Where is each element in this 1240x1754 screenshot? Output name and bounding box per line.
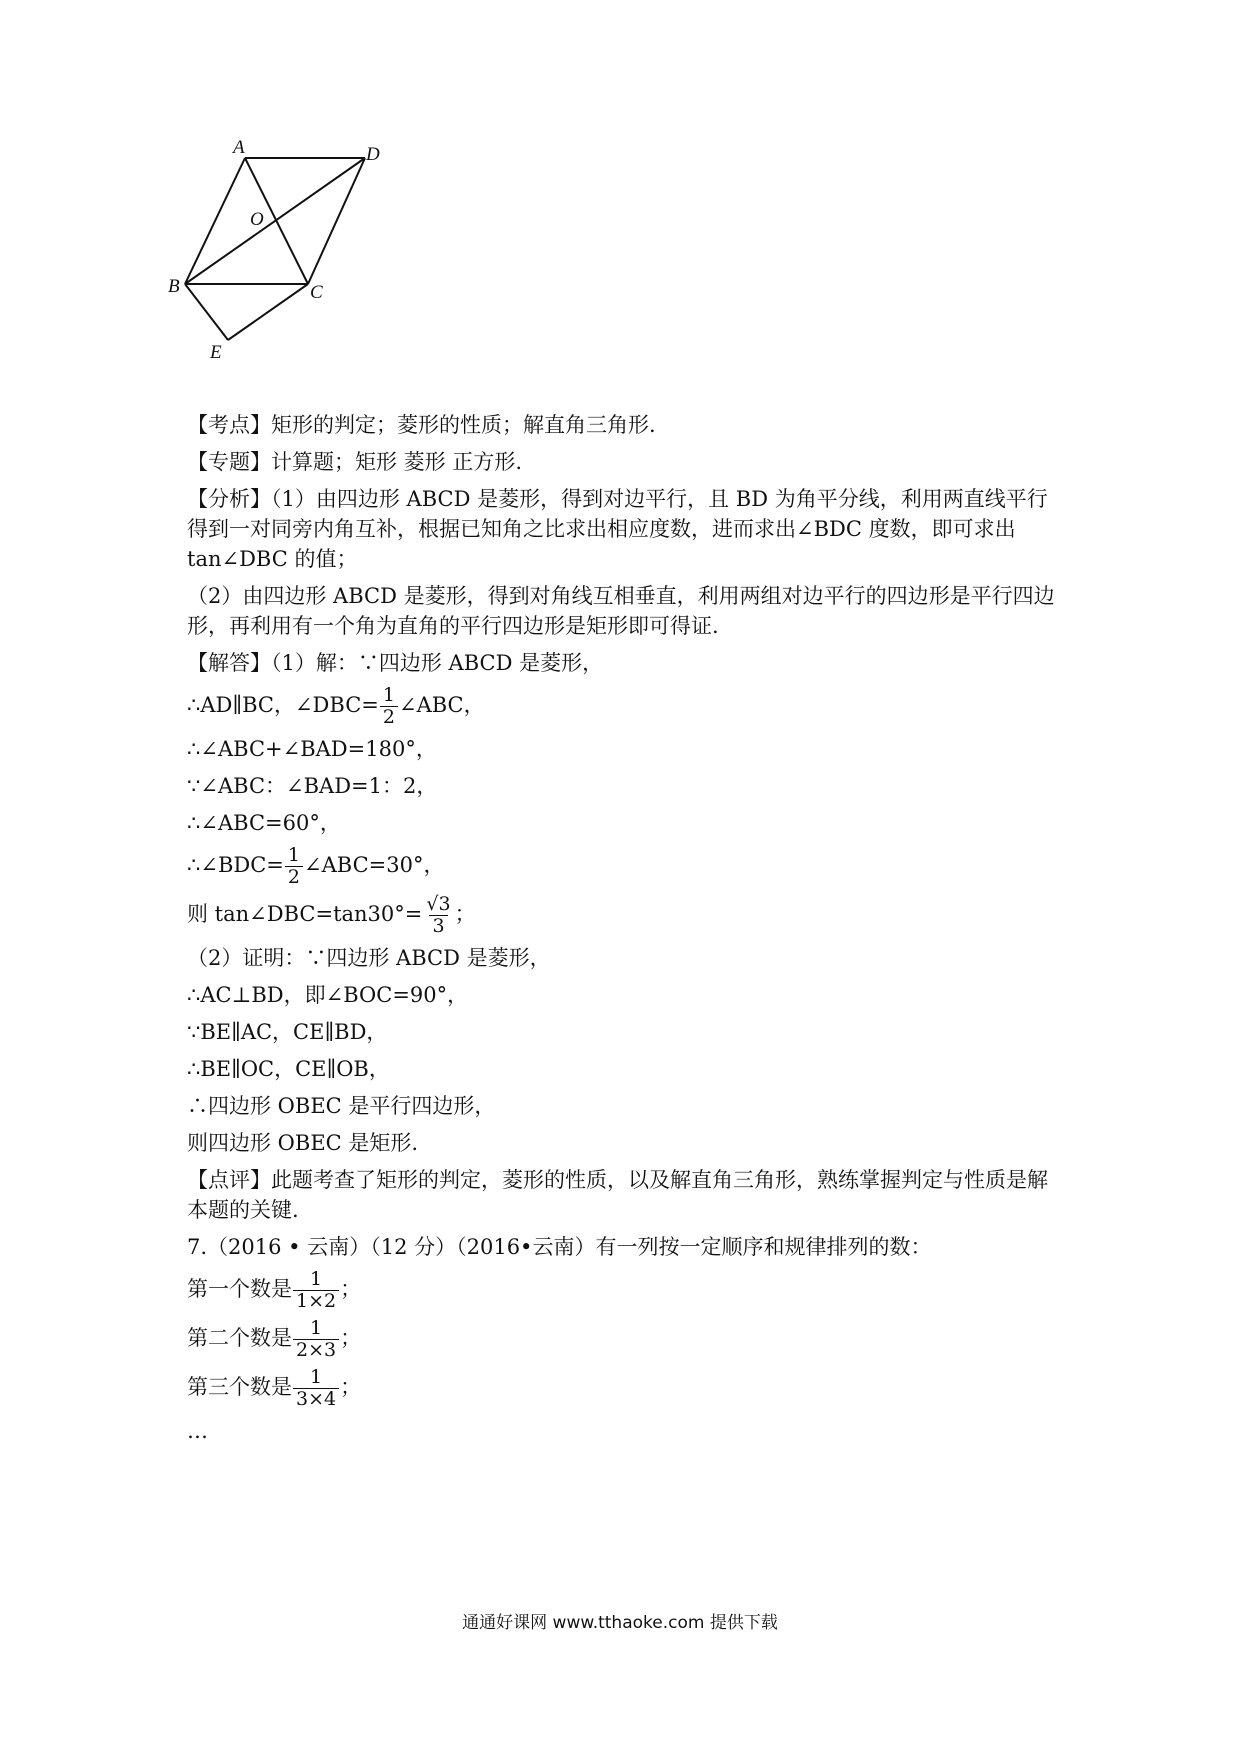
segment-ce	[228, 284, 308, 340]
proof-step-1: ∴AC⊥BD，即∠BOC=90°，	[187, 983, 469, 1007]
fraction-numerator: 1	[382, 684, 395, 706]
fraction-denominator: 2	[285, 866, 303, 888]
fraction-half	[285, 845, 303, 888]
sequence-item-1-post: ；	[340, 1277, 362, 1301]
question-7: 7.（2016 • 云南）（12 分）（2016•云南）有一列按一定顺序和规律排列的数：	[187, 1235, 932, 1259]
sequence-item-3-pre: 第三个数是	[187, 1375, 292, 1399]
analysis-part1: 【分析】（1）由四边形 ABCD 是菱形，得到对边平行，且 BD 为角平分线，利用两直线平行得到一对同旁内角互补，根据已知角之比求出相应度数，进而求出∠BDC 度数，即可求出 tan∠DBC 的值；	[187, 487, 1048, 571]
step-1	[187, 685, 1067, 728]
fraction-numerator: √3	[426, 893, 451, 915]
proof-step-4: ∴四边形 OBEC 是平行四边形，	[187, 1094, 496, 1118]
analysis-part2: （2）由四边形 ABCD 是菱形，得到对角线互相垂直，利用两组对边平行的四边形是平行四边形，再利用有一个角为直角的平行四边形是矩形即可得证.	[187, 584, 1055, 638]
fraction-denominator: 2×3	[293, 1339, 339, 1361]
sequence-fraction-3	[293, 1367, 339, 1410]
step-5-post: ∠ABC=30°，	[303, 853, 445, 877]
step-4: ∴∠ABC=60°，	[187, 811, 341, 835]
review-line: 【点评】此题考查了矩形的判定，菱形的性质，以及解直角三角形，熟练掌握判定与性质是解本题的关键.	[187, 1168, 1048, 1222]
sequence-item-3-post: ；	[340, 1375, 362, 1399]
label-a: A	[233, 137, 245, 158]
proof-step-5: 则四边形 OBEC 是矩形.	[187, 1131, 419, 1155]
step-1-post: ∠ABC，	[398, 693, 485, 717]
step-2: ∴∠ABC+∠BAD=180°，	[187, 737, 437, 761]
step-1-pre: ∴AD∥BC，∠DBC=	[187, 693, 379, 717]
footer-watermark: 通通好课网 www.tthaoke.com 提供下载	[462, 1613, 778, 1633]
sequence-item-2	[187, 1318, 1067, 1361]
label-e: E	[210, 342, 222, 363]
fraction-numerator: 1	[310, 1366, 323, 1388]
fraction-numerator: 1	[287, 844, 300, 866]
fraction-denominator: 1×2	[293, 1290, 339, 1312]
fraction-numerator: 1	[310, 1268, 323, 1290]
step-6-post: ；	[454, 902, 476, 926]
proof-header: （2）证明：∵四边形 ABCD 是菱形，	[187, 946, 551, 970]
segment-be	[185, 284, 228, 340]
proof-step-2: ∵BE∥AC，CE∥BD，	[187, 1020, 388, 1044]
sequence-item-3	[187, 1367, 1067, 1410]
rhombus-diagram	[168, 137, 450, 410]
solution-text	[187, 410, 1067, 1453]
label-o: O	[250, 209, 264, 230]
sequence-item-2-pre: 第二个数是	[187, 1326, 292, 1350]
fraction-half	[380, 685, 398, 728]
segment-ab	[185, 158, 245, 284]
step-6	[187, 894, 1067, 937]
sequence-fraction-2	[293, 1318, 339, 1361]
diagonal-bd	[185, 158, 365, 284]
zhuanti-line: 【专题】计算题；矩形 菱形 正方形.	[187, 450, 523, 474]
label-d: D	[366, 144, 380, 165]
step-5-pre: ∴∠BDC=	[187, 853, 284, 877]
sequence-item-2-post: ；	[340, 1326, 362, 1350]
sequence-fraction-1	[293, 1269, 339, 1312]
fraction-denominator: 3×4	[293, 1388, 339, 1410]
step-3: ∵∠ABC：∠BAD=1：2，	[187, 774, 438, 798]
fraction-denominator: 2	[380, 706, 398, 728]
label-b: B	[168, 276, 180, 297]
step-6-pre: 则 tan∠DBC=tan30°=	[187, 902, 423, 926]
kaodian-line: 【考点】矩形的判定；菱形的性质；解直角三角形.	[187, 413, 656, 437]
fraction-denominator: 3	[429, 915, 447, 937]
label-c: C	[310, 282, 323, 303]
sequence-item-1-pre: 第一个数是	[187, 1277, 292, 1301]
answer-header: 【解答】（1）解：∵四边形 ABCD 是菱形，	[187, 651, 604, 675]
fraction-root3-over-3	[423, 894, 453, 937]
sequence-item-1	[187, 1269, 1067, 1312]
step-5	[187, 845, 1067, 888]
sequence-ellipsis: …	[187, 1419, 208, 1443]
fraction-numerator: 1	[310, 1317, 323, 1339]
proof-step-3: ∴BE∥OC，CE∥OB，	[187, 1057, 390, 1081]
